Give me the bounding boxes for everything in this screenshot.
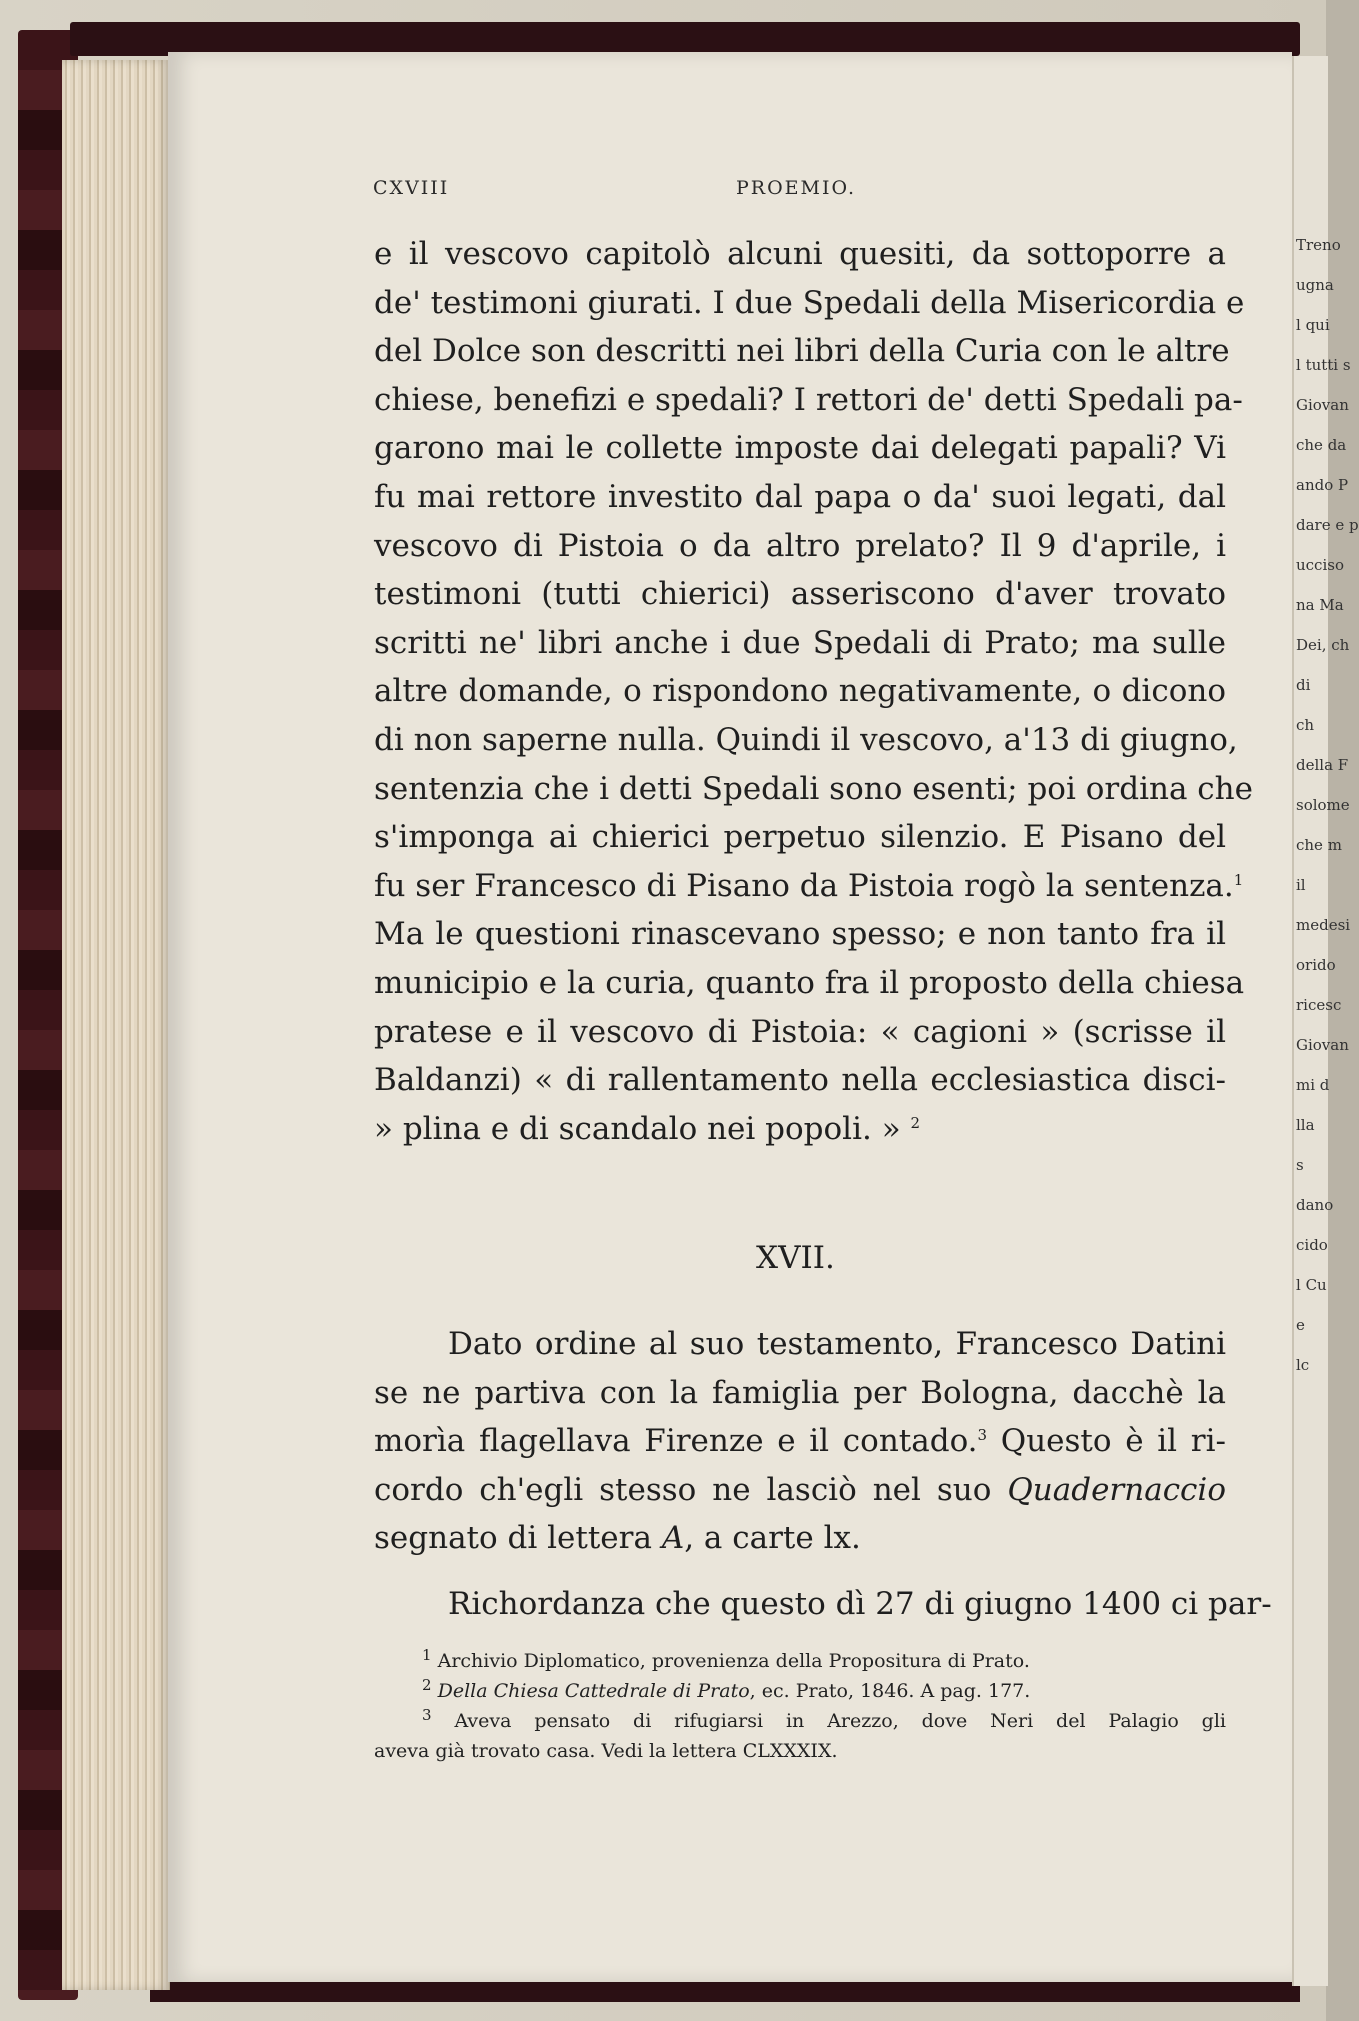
binding-top-edge	[70, 22, 1300, 56]
text-line: vescovo di Pistoia o da altro prelato? Il 9 d'aprile, i	[374, 527, 1226, 564]
adjacent-page-fragment: l qui	[1296, 316, 1330, 334]
adjacent-page-strip	[1292, 56, 1359, 1986]
italic-letter: A	[661, 1520, 685, 1557]
footnote-3-continued: aveva già trovato casa. Vedi la lettera CLXXXIX.	[374, 1740, 838, 1762]
text-line: altre domande, o rispondono negativamente, o dicono	[374, 673, 1226, 710]
text-line: garono mai le collette imposte dai delegati papali? Vi	[374, 430, 1226, 467]
adjacent-page-fragment: s	[1296, 1156, 1304, 1174]
adjacent-page-fragment: Giovan	[1296, 396, 1349, 414]
adjacent-page-fragment: Treno	[1296, 236, 1341, 254]
footnote-number: 1	[422, 1646, 432, 1664]
text-segment: Questo è il ri-	[987, 1423, 1226, 1460]
footnote-italic-title: Della Chiesa Cattedrale di Prato	[437, 1680, 750, 1702]
footnote-2	[374, 1676, 1226, 1706]
footnote-3	[374, 1706, 1226, 1736]
text-line: Ma le questioni rinascevano spesso; e non tanto fra il	[374, 916, 1226, 953]
adjacent-page-fragment: il	[1296, 876, 1306, 894]
footnotes	[374, 1646, 1226, 1766]
footnote-number: 2	[422, 1676, 432, 1694]
adjacent-page-fragment: ch	[1296, 716, 1315, 734]
adjacent-page-fragment: ucciso	[1296, 556, 1344, 574]
adjacent-page-fragment: dano	[1296, 1196, 1334, 1214]
adjacent-page-fragment: medesi	[1296, 916, 1351, 934]
adjacent-page-fragment: Dei, ch	[1296, 636, 1350, 654]
page-number: CXVIII	[373, 177, 450, 199]
text-line: di non saperne nulla. Quindi il vescovo, a'13 di giugno,	[374, 721, 1238, 758]
text-line: municipio e la curia, quanto fra il proposto della chiesa	[374, 964, 1245, 1001]
text-line	[374, 1514, 1226, 1563]
text-segment: cordo ch'egli stesso ne lasciò nel suo	[374, 1471, 1008, 1508]
adjacent-page-fragment: lc	[1296, 1356, 1310, 1374]
text-line: scritti ne' libri anche i due Spedali di Prato; ma sulle	[374, 624, 1226, 661]
running-header	[168, 177, 1292, 201]
page-block-edges	[62, 60, 170, 1990]
text-line-with-note	[374, 1417, 1226, 1466]
adjacent-page-fragment: e	[1296, 1316, 1305, 1334]
text-line-with-note	[374, 862, 1244, 911]
paragraph-datini-testament	[374, 1320, 1226, 1563]
adjacent-page-fragment: cido	[1296, 1236, 1328, 1254]
text-line: testimoni (tutti chierici) asseriscono d'aver trovato	[374, 576, 1226, 613]
text-line: sentenzia che i detti Spedali sono esenti; poi ordina che	[374, 770, 1253, 807]
text-line: Baldanzi) « di rallentamento nella ecclesiastica disci-	[374, 1062, 1226, 1099]
binding-bottom-edge	[150, 1980, 1300, 2002]
footnote-text: Aveva pensato di rifugiarsi in Arezzo, dove Neri del Palagio gli	[454, 1710, 1226, 1732]
text-line: Richordanza che questo dì 27 di giugno 1400 ci par-	[448, 1586, 1272, 1622]
adjacent-page-fragment: ricesc	[1296, 996, 1342, 1014]
adjacent-page-fragment: della F	[1296, 756, 1349, 774]
text-line: e il vescovo capitolò alcuni quesiti, da sottoporre a	[374, 236, 1226, 272]
footnote-1	[374, 1646, 1226, 1676]
text-line: fu mai rettore investito dal papa o da' suoi legati, dal	[374, 478, 1226, 515]
adjacent-page-fragment: ando P	[1296, 476, 1349, 494]
adjacent-page-fragment: dare e p	[1296, 516, 1359, 534]
adjacent-page-fragment: l Cu	[1296, 1276, 1327, 1294]
running-title: PROEMIO.	[736, 177, 856, 199]
adjacent-page-fragment: lla	[1296, 1116, 1315, 1134]
adjacent-page-fragment: ugna	[1296, 276, 1334, 294]
adjacent-page-fragment: na Ma	[1296, 596, 1344, 614]
book-page	[168, 52, 1292, 1982]
text-line: de' testimoni giurati. I due Spedali della Misericordia e	[374, 284, 1245, 321]
text-segment: fu ser Francesco di Pisano da Pistoia rogò la sentenza.	[374, 867, 1234, 904]
text-line-with-note	[374, 1105, 1226, 1154]
paragraph-richordanza	[374, 1580, 1272, 1629]
text-line: del Dolce son descritti nei libri della Curia con le altre	[374, 333, 1230, 370]
footnote-mark: 2	[910, 1113, 921, 1132]
adjacent-page-fragment: che m	[1296, 836, 1342, 854]
adjacent-page-fragment: di	[1296, 676, 1311, 694]
text-line: chiese, benefizi e spedali? I rettori de' detti Spedali pa-	[374, 381, 1243, 418]
text-line: pratese e il vescovo di Pistoia: « cagioni » (scrisse il	[374, 1013, 1226, 1050]
section-number: XVII.	[756, 1240, 835, 1276]
text-segment: segnato di lettera	[374, 1520, 662, 1557]
adjacent-page-fragment: Giovan	[1296, 1036, 1349, 1054]
footnote-mark: 1	[1233, 870, 1244, 889]
text-line: se ne partiva con la famiglia per Bologna, dacchè la	[374, 1374, 1226, 1411]
paragraph-proemio-continuation	[374, 230, 1253, 1153]
adjacent-page-fragment: orido	[1296, 956, 1336, 974]
italic-title: Quadernaccio	[1007, 1471, 1226, 1508]
text-segment: , a carte lx.	[684, 1520, 861, 1557]
text-segment: morìa flagellava Firenze e il contado.	[374, 1423, 978, 1460]
adjacent-page-fragment: l tutti s	[1296, 356, 1351, 374]
text-line: Dato ordine al suo testamento, Francesco Datini	[448, 1326, 1226, 1362]
text-line	[374, 1466, 1226, 1515]
text-line: s'imponga ai chierici perpetuo silenzio. E Pisano del	[374, 819, 1226, 856]
footnote-text: , ec. Prato, 1846. A pag. 177.	[749, 1680, 1031, 1702]
footnote-number: 3	[422, 1706, 432, 1724]
adjacent-page-fragment: che da	[1296, 436, 1347, 454]
adjacent-page-fragment: mi d	[1296, 1076, 1330, 1094]
text-segment: » plina e di scandalo nei popoli. »	[374, 1110, 901, 1147]
adjacent-page-fragment: solome	[1296, 796, 1350, 814]
footnote-text: Archivio Diplomatico, provenienza della Propositura di Prato.	[437, 1650, 1030, 1672]
footnote-mark: 3	[977, 1426, 988, 1445]
